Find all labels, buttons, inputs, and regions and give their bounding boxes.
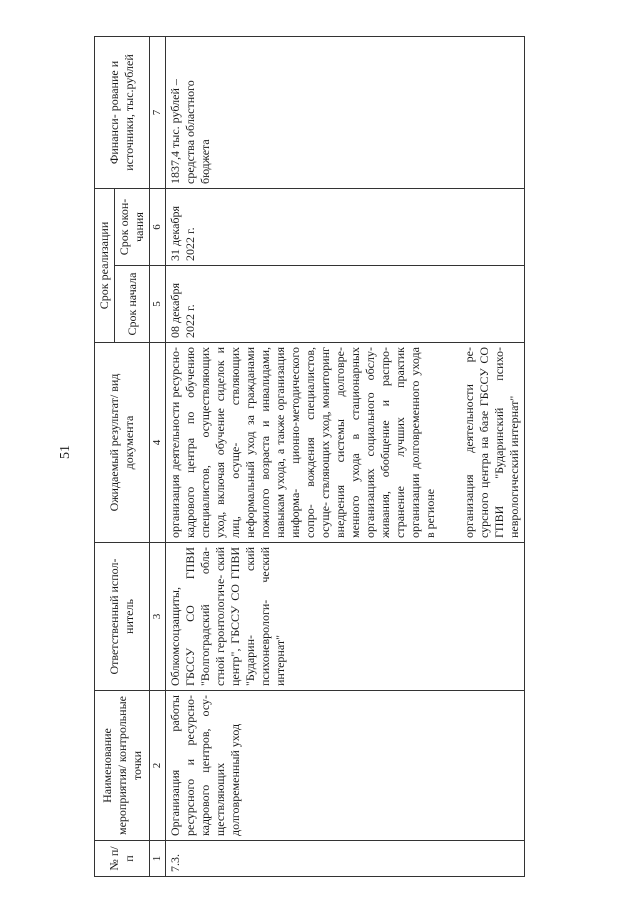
header-end: Срок окон- чания xyxy=(115,188,150,265)
row-result xyxy=(166,343,525,543)
row-num: 7.3. xyxy=(166,841,525,877)
column-number: 7 xyxy=(150,36,166,188)
header-num: № п/п xyxy=(95,841,150,877)
column-number: 6 xyxy=(150,188,166,265)
header-funding: Финанси- рование и источники, тыс.рублей xyxy=(95,36,150,188)
header-name: Наименование мероприятия/ контрольные точки xyxy=(95,691,150,841)
table-row xyxy=(166,36,525,876)
row-name: Организация работы ресурсного и ресурсно-кадрового центров, осу- ществляющих долговременный уход xyxy=(166,691,525,841)
row-result-part-2: организация деятельности ре- сурсного центра на базе ГБССУ СО ГПВИ "Бударинский психо- неврологический интернат" xyxy=(462,347,521,538)
row-end: 31 декабря 2022 г. xyxy=(166,188,525,265)
column-number: 3 xyxy=(150,543,166,691)
row-result-part-1: организация деятельности ресурсно-кадрового центра по обучению специалистов, осуществляющих уход, включая обучение сиделок и лиц, осуще- ствляющих неформальный уход за гражданами пожилого возраста и инвалидами, навыкам ухода, а также организация информа- ционно-методического сопро- вождения специалистов, осуще- ствляющих уход, мониторинг внедрения системы долговре- менного ухода в стационарных организациях социального обслу- живания, обобщение и распро- странение лучших практик организации долговременного ухода в регионе xyxy=(168,347,437,538)
header-row-1 xyxy=(95,36,115,876)
column-number: 4 xyxy=(150,343,166,543)
row-responsible: Облкомсоцзащиты, ГБССУ СО ГПВИ "Волгоградский обла- стной геронтологиче- ский центр", ГБССУ СО ГПВИ "Бударин- ский психоневрологи- ческий интернат" xyxy=(166,543,525,691)
column-number-row xyxy=(150,36,166,876)
row-start: 08 декабря 2022 г. xyxy=(166,266,525,343)
page-number: 51 xyxy=(58,445,73,459)
column-number: 5 xyxy=(150,266,166,343)
column-number: 1 xyxy=(150,841,166,877)
row-funding: 1837,4 тыс. рублей – средства областного бюджета xyxy=(166,36,525,188)
header-start: Срок начала xyxy=(115,266,150,343)
document-table-wrapper xyxy=(94,37,640,877)
column-number: 2 xyxy=(150,691,166,841)
header-period: Срок реализации xyxy=(95,188,115,342)
plan-table xyxy=(94,36,525,877)
header-result: Ожидаемый результат/ вид документа xyxy=(95,343,150,543)
header-responsible: Ответственный испол- нитель xyxy=(95,543,150,691)
